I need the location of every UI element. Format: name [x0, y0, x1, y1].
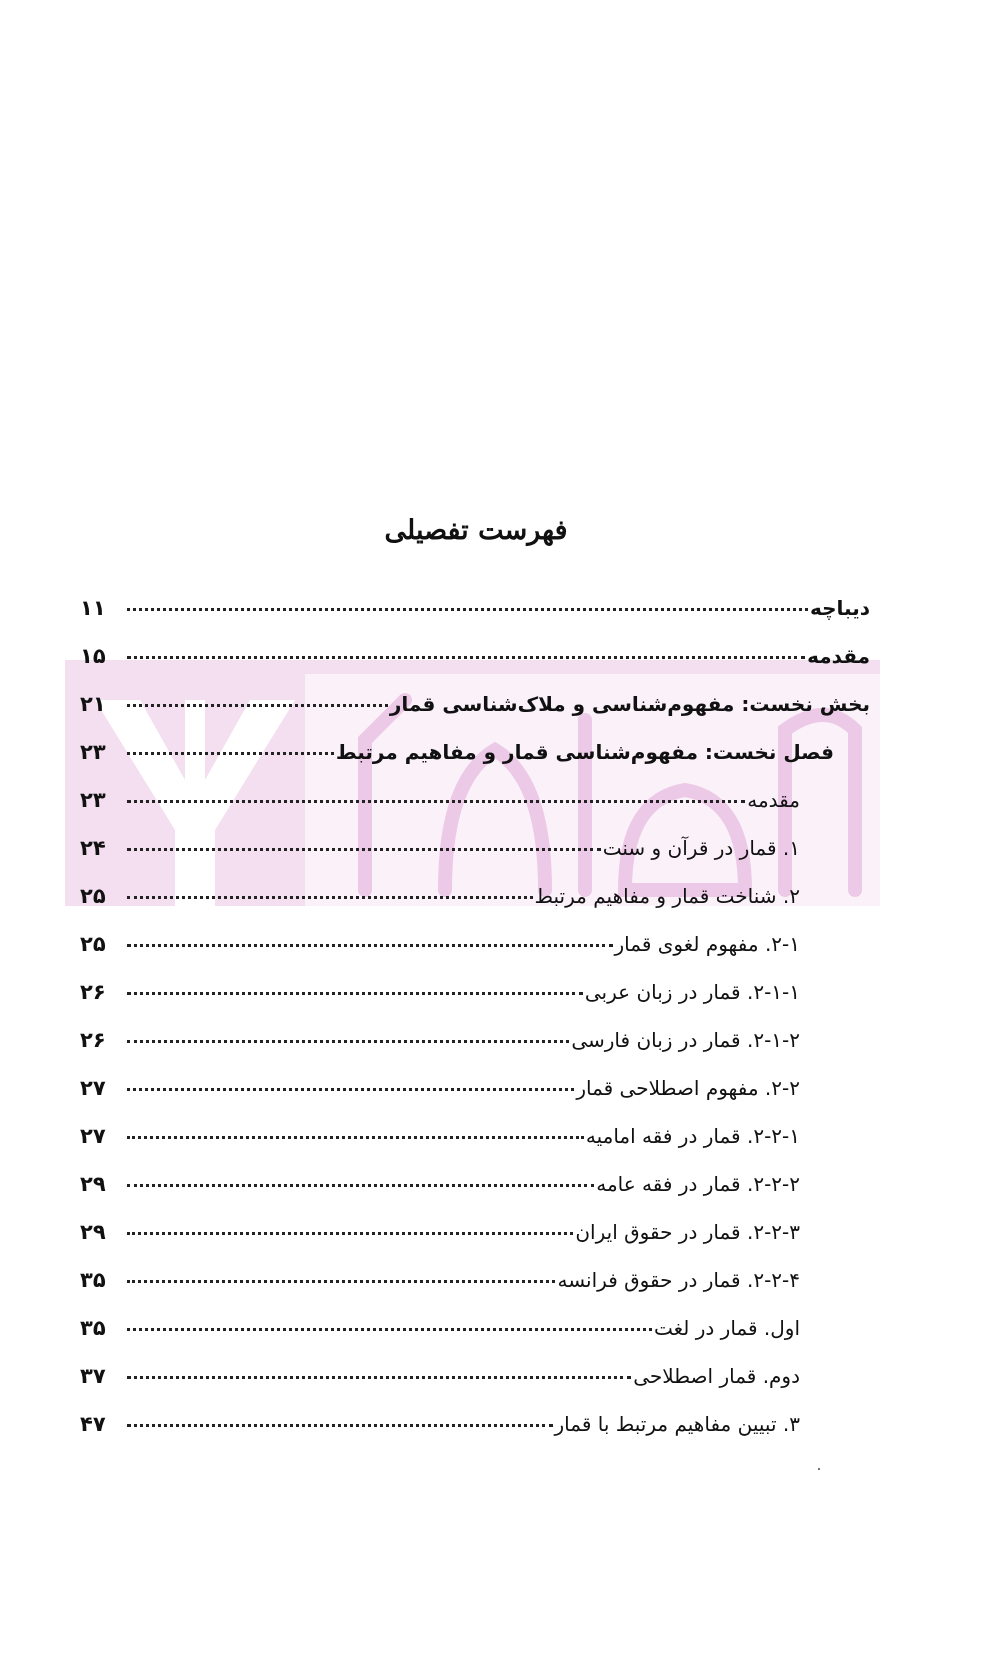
toc-entry-page: ۲۱: [80, 692, 106, 716]
dot-leader: [127, 1232, 573, 1235]
dot-leader: [127, 1136, 584, 1139]
page-title: فهرست تفصیلی: [384, 515, 568, 546]
toc-entry-title: ۲-۲. مفهوم اصطلاحی قمار: [576, 1076, 800, 1100]
toc-entry-page: ۲۴: [80, 836, 106, 860]
toc-entry-page: ۱۱: [80, 596, 106, 620]
dot-leader: [127, 1376, 631, 1379]
toc-entry-title: مقدمه: [807, 644, 870, 668]
dot-leader: [127, 1424, 553, 1427]
toc-entry: [80, 764, 870, 812]
toc-entry: [80, 572, 870, 620]
dot-leader: [127, 848, 601, 851]
toc-entry-title: دیباچه: [810, 596, 870, 620]
toc-entry: [80, 812, 870, 860]
dot-leader: [127, 656, 805, 659]
toc-entry-title: بخش نخست: مفهوم‌شناسی و ملاک‌شناسی قمار: [389, 692, 870, 716]
toc-entry-page: ۴۷: [80, 1412, 106, 1436]
toc-entry-page: ۳۵: [80, 1316, 106, 1340]
toc-entry: [80, 956, 870, 1004]
toc-entry-page: ۲۹: [80, 1172, 106, 1196]
toc-entry-title: ۲-۲-۱. قمار در فقه امامیه: [585, 1124, 800, 1148]
toc-entry: [80, 1340, 870, 1388]
dot-leader: [127, 608, 808, 611]
toc-entry-page: ۲۵: [80, 932, 106, 956]
toc-entry: [80, 1052, 870, 1100]
toc-entry: [80, 908, 870, 956]
toc-entry: [80, 860, 870, 908]
toc-entry-title: ۲-۱-۲. قمار در زبان فارسی: [571, 1028, 800, 1052]
toc-entry-page: ۳۵: [80, 1268, 106, 1292]
toc-entry-page: ۲۷: [80, 1124, 106, 1148]
toc-entry-page: ۲۷: [80, 1076, 106, 1100]
toc-entry-title: ۲. شناخت قمار و مفاهیم مرتبط: [534, 884, 800, 908]
toc-entry-title: ۲-۲-۴. قمار در حقوق فرانسه: [557, 1268, 800, 1292]
toc-entry-page: ۱۵: [80, 644, 106, 668]
toc-entry: [80, 1196, 870, 1244]
toc-entry: [80, 716, 870, 764]
toc-entry-page: ۲۶: [80, 1028, 106, 1052]
toc-entry-title: ۱. قمار در قرآن و سنت: [602, 836, 800, 860]
toc-entry-title: ۲-۲-۲. قمار در فقه عامه: [596, 1172, 800, 1196]
toc-entry-title: مقدمه: [747, 788, 800, 812]
toc-entry-title: ۲-۱-۱. قمار در زبان عربی: [584, 980, 800, 1004]
dot-leader: [127, 1328, 652, 1331]
dot-leader: [127, 944, 613, 947]
toc-entry: [80, 1148, 870, 1196]
toc-entry: [80, 1100, 870, 1148]
toc-entry-page: ۲۵: [80, 884, 106, 908]
toc-entry: [80, 1004, 870, 1052]
toc-entry-page: ۳۷: [80, 1364, 106, 1388]
toc-entry-title: ۲-۲-۳. قمار در حقوق ایران: [575, 1220, 800, 1244]
toc-entry-page: ۲۹: [80, 1220, 106, 1244]
toc-entry-title: اول. قمار در لغت: [654, 1316, 800, 1340]
table-of-contents: [80, 572, 870, 1436]
dot-leader: [127, 1040, 569, 1043]
dot-leader: [127, 752, 334, 755]
dot-leader: [127, 992, 583, 995]
toc-entry-title: دوم. قمار اصطلاحی: [633, 1364, 800, 1388]
dot-leader: [127, 704, 388, 707]
dot-leader: [127, 896, 533, 899]
toc-entry: [80, 1292, 870, 1340]
toc-entry-title: ۲-۱. مفهوم لغوی قمار: [614, 932, 800, 956]
toc-entry: [80, 668, 870, 716]
toc-entry-title: ۳. تبیین مفاهیم مرتبط با قمار: [554, 1412, 800, 1436]
dot-leader: [127, 800, 745, 803]
toc-entry: [80, 1388, 870, 1436]
toc-entry: [80, 620, 870, 668]
toc-entry-page: ۲۳: [80, 740, 106, 764]
toc-entry-page: ۲۳: [80, 788, 106, 812]
page-mark: [818, 1468, 820, 1470]
dot-leader: [127, 1184, 594, 1187]
toc-entry: [80, 1244, 870, 1292]
toc-entry-title: فصل نخست: مفهوم‌شناسی قمار و مفاهیم مرتبط: [335, 740, 834, 764]
toc-entry-page: ۲۶: [80, 980, 106, 1004]
dot-leader: [127, 1088, 574, 1091]
dot-leader: [127, 1280, 555, 1283]
